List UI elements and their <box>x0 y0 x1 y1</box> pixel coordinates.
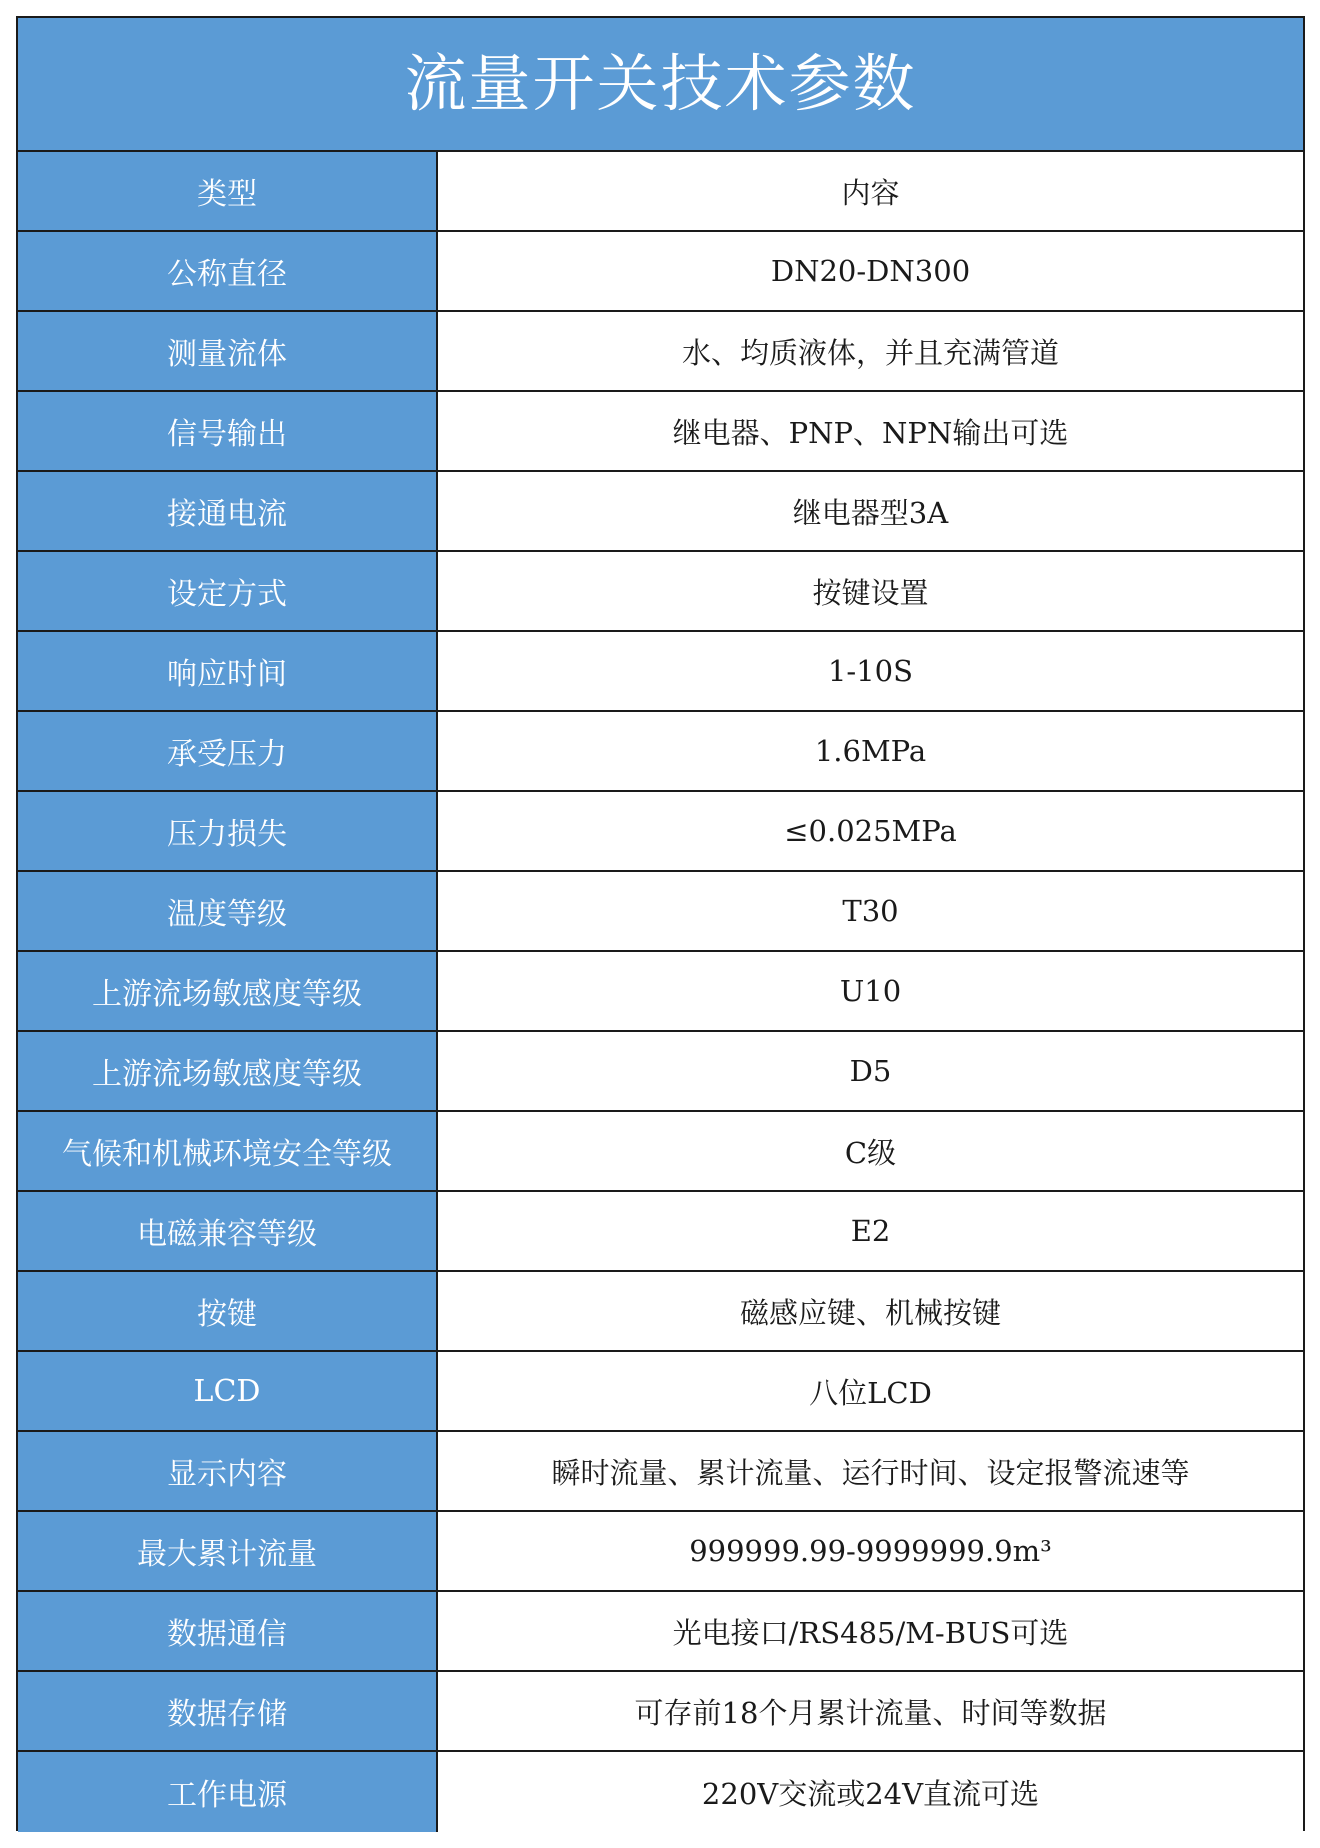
row-label: 响应时间 <box>18 632 438 710</box>
row-label: 类型 <box>18 152 438 230</box>
table-row <box>18 1192 1303 1272</box>
table-row <box>18 312 1303 392</box>
row-label: 显示内容 <box>18 1432 438 1510</box>
row-value: 1-10S <box>438 632 1303 710</box>
row-value: 继电器型3A <box>438 472 1303 550</box>
row-label: 公称直径 <box>18 232 438 310</box>
table-row <box>18 1592 1303 1672</box>
row-label: 信号输出 <box>18 392 438 470</box>
table-row <box>18 1352 1303 1432</box>
row-label: 数据存储 <box>18 1672 438 1750</box>
row-value: 光电接口/RS485/M-BUS可选 <box>438 1592 1303 1670</box>
table-row <box>18 792 1303 872</box>
row-value: T30 <box>438 872 1303 950</box>
table-row <box>18 1112 1303 1192</box>
table-row <box>18 1032 1303 1112</box>
table-row <box>18 472 1303 552</box>
row-label: 工作电源 <box>18 1752 438 1832</box>
table-row <box>18 1752 1303 1832</box>
row-value: 八位LCD <box>438 1352 1303 1430</box>
table-row <box>18 1432 1303 1512</box>
row-value: 瞬时流量、累计流量、运行时间、设定报警流速等 <box>438 1432 1303 1510</box>
row-value: DN20-DN300 <box>438 232 1303 310</box>
table-row <box>18 152 1303 232</box>
row-label: 电磁兼容等级 <box>18 1192 438 1270</box>
table-row <box>18 552 1303 632</box>
row-label: 气候和机械环境安全等级 <box>18 1112 438 1190</box>
row-label: 压力损失 <box>18 792 438 870</box>
table-row <box>18 1512 1303 1592</box>
row-value: 继电器、PNP、NPN输出可选 <box>438 392 1303 470</box>
row-label: 数据通信 <box>18 1592 438 1670</box>
row-value: 1.6MPa <box>438 712 1303 790</box>
row-value: 磁感应键、机械按键 <box>438 1272 1303 1350</box>
row-value: D5 <box>438 1032 1303 1110</box>
table-row <box>18 1672 1303 1752</box>
row-label: 按键 <box>18 1272 438 1350</box>
row-value: 999999.99-9999999.9m³ <box>438 1512 1303 1590</box>
spec-table <box>18 152 1303 1832</box>
table-row <box>18 952 1303 1032</box>
row-value: 可存前18个月累计流量、时间等数据 <box>438 1672 1303 1750</box>
row-label: LCD <box>18 1352 438 1430</box>
row-value: E2 <box>438 1192 1303 1270</box>
row-value: ≤0.025MPa <box>438 792 1303 870</box>
row-value: 水、均质液体，并且充满管道 <box>438 312 1303 390</box>
table-row <box>18 712 1303 792</box>
row-label: 测量流体 <box>18 312 438 390</box>
row-value: U10 <box>438 952 1303 1030</box>
row-value: 内容 <box>438 152 1303 230</box>
table-row <box>18 232 1303 312</box>
row-label: 最大累计流量 <box>18 1512 438 1590</box>
row-label: 上游流场敏感度等级 <box>18 1032 438 1110</box>
table-row <box>18 1272 1303 1352</box>
row-label: 温度等级 <box>18 872 438 950</box>
row-value: C级 <box>438 1112 1303 1190</box>
table-row <box>18 632 1303 712</box>
row-value: 220V交流或24V直流可选 <box>438 1752 1303 1832</box>
row-label: 承受压力 <box>18 712 438 790</box>
page-title: 流量开关技术参数 <box>404 47 917 120</box>
title-bar <box>18 18 1303 152</box>
table-row <box>18 392 1303 472</box>
row-label: 上游流场敏感度等级 <box>18 952 438 1030</box>
table-row <box>18 872 1303 952</box>
row-value: 按键设置 <box>438 552 1303 630</box>
row-label: 接通电流 <box>18 472 438 550</box>
spec-sheet <box>16 16 1305 1831</box>
row-label: 设定方式 <box>18 552 438 630</box>
